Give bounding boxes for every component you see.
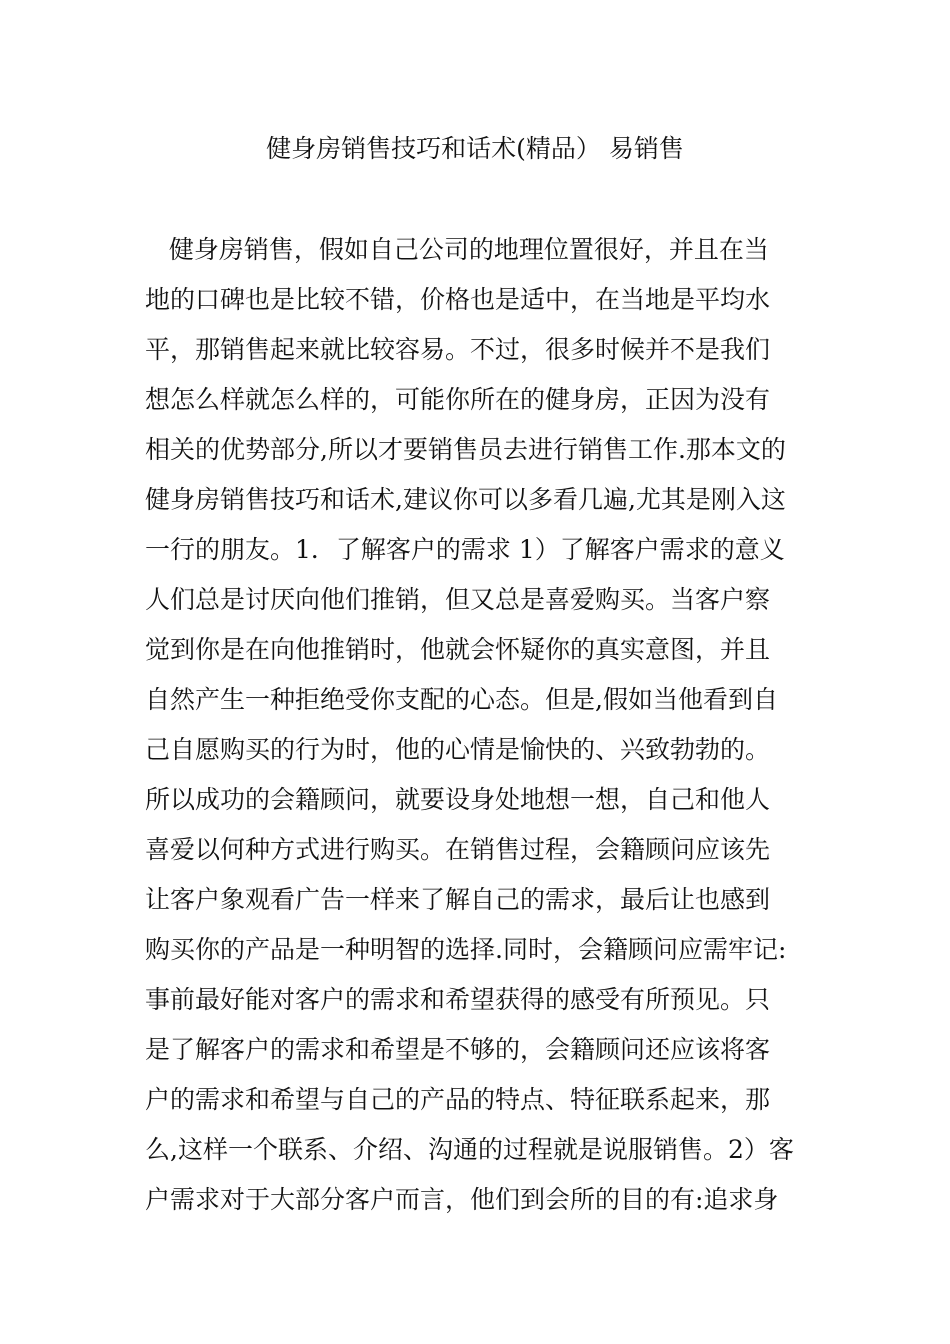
body-line: 相关的优势部分,所以才要销售员去进行销售工作.那本文的: [145, 435, 786, 464]
body-line: 觉到你是在向他推销时，他就会怀疑你的真实意图，并且: [145, 635, 771, 664]
body-line: 平，那销售起来就比较容易。不过，很多时候并不是我们: [145, 335, 771, 364]
body-line: 己自愿购买的行为时，他的心情是愉快的、兴致勃勃的。: [145, 735, 771, 764]
body-line: 户需求对于大部分客户而言，他们到会所的目的有:追求身: [145, 1185, 779, 1214]
body-line: 想怎么样就怎么样的，可能你所在的健身房，正因为没有: [145, 385, 771, 414]
body-line: 购买你的产品是一种明智的选择.同时，会籍顾问应需牢记:: [145, 935, 787, 964]
body-line: 一行的朋友。1．了解客户的需求 1）了解客户需求的意义: [145, 535, 785, 564]
body-line: 自然产生一种拒绝受你支配的心态。但是,假如当他看到自: [145, 685, 778, 714]
document-body: [145, 230, 805, 1230]
body-line: 事前最好能对客户的需求和希望获得的感受有所预见。只: [145, 985, 771, 1014]
body-line: 么,这样一个联系、介绍、沟通的过程就是说服销售。2）客: [145, 1135, 794, 1164]
body-line: 健身房销售，假如自己公司的地理位置很好，并且在当: [145, 235, 769, 264]
body-line: 健身房销售技巧和话术,建议你可以多看几遍,尤其是刚入这: [145, 485, 786, 514]
document-title: 健身房销售技巧和话术(精品） 易销售: [266, 134, 684, 163]
body-line: 地的口碑也是比较不错，价格也是适中，在当地是平均水: [145, 285, 771, 314]
body-line: 喜爱以何种方式进行购买。在销售过程，会籍顾问应该先: [145, 835, 771, 864]
body-line: 是了解客户的需求和希望是不够的，会籍顾问还应该将客: [145, 1035, 771, 1064]
body-line: 所以成功的会籍顾问，就要设身处地想一想，自己和他人: [145, 785, 771, 814]
body-line: 让客户象观看广告一样来了解自己的需求，最后让也感到: [145, 885, 771, 914]
body-line: 人们总是讨厌向他们推销，但又总是喜爱购买。当客户察: [145, 585, 771, 614]
body-line: 户的需求和希望与自己的产品的特点、特征联系起来，那: [145, 1085, 771, 1114]
